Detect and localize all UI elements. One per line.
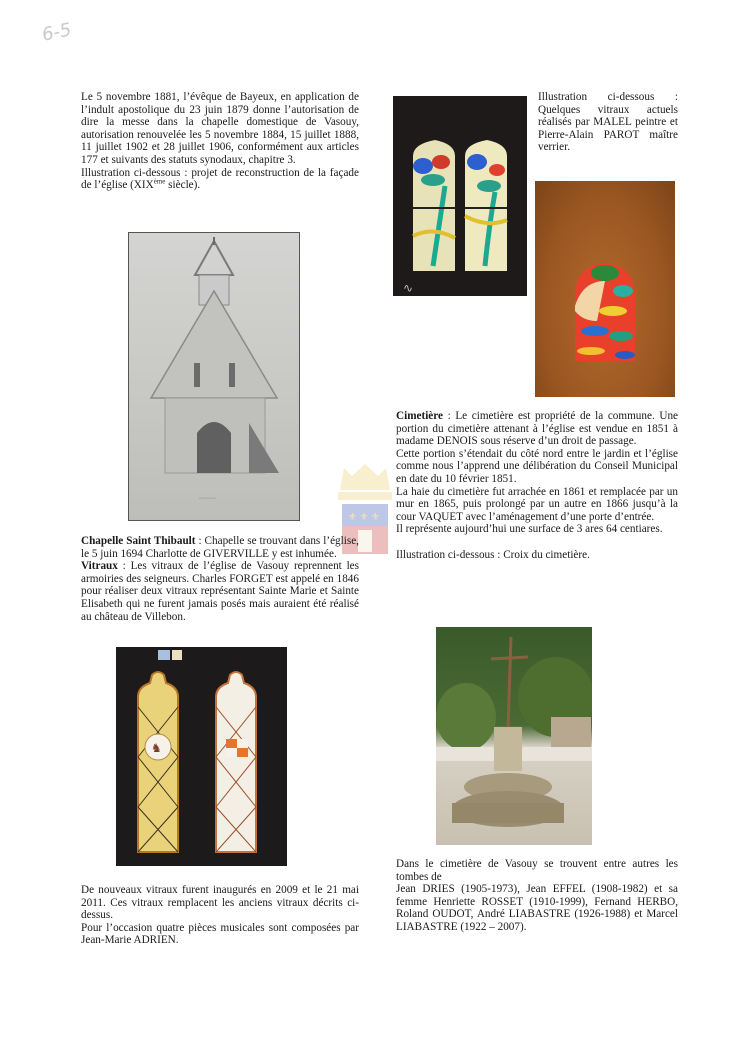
cimetiere-block — [396, 410, 678, 561]
music-paragraph: Pour l’occasion quatre pièces musicales sont composées par Jean-Marie ADRIEN. — [81, 921, 359, 947]
modern-windows-caption: Illustration ci-dessous : Quelques vitraux actuels réalisés par MALEL peintre et Pierre-Alain PAROT maître verrier. — [538, 91, 678, 154]
cemetery-cross-image — [436, 627, 592, 845]
facade-drawing-image — [128, 232, 300, 521]
cimetiere-heading: Cimetière — [396, 410, 444, 422]
modern-window-face-image — [535, 181, 675, 397]
intro-block — [81, 91, 359, 192]
croix-caption: Illustration ci-dessous : Croix du cimetière. — [396, 548, 590, 561]
facade-caption: Illustration ci-dessous : projet de reconstruction de la façade de l’église (XIXème siècle). — [81, 166, 359, 192]
portion-paragraph: Cette portion s’étendait du côté nord entre le jardin et l’église comme nous l’apprend une délibération du Conseil Municipal en date du 10 février 1851. — [396, 447, 678, 485]
chapelle-vitraux-block — [81, 535, 359, 623]
new-windows-paragraph: De nouveaux vitraux furent inaugurés en 2009 et le 21 mai 2011. Ces vitraux remplacent les anciens vitraux décrits ci-dessus. — [81, 884, 359, 922]
modern-window-pair-image — [393, 96, 527, 296]
new-windows-block — [81, 884, 359, 947]
svg-text:~~~~: ~~~~ — [199, 494, 217, 503]
svg-text:⚜ ⚜ ⚜: ⚜ ⚜ ⚜ — [348, 512, 380, 523]
svg-text:∿: ∿ — [403, 281, 414, 295]
cimetiere-paragraph: Cimetière : Le cimetière est propriété de la commune. Une portion du cimetière attenant à l’église est vendue en 1851 à madame DENOIS sous réserve d’un droit de passage. — [396, 410, 678, 448]
vitraux-paragraph: Vitraux : Les vitraux de l’église de Vasouy reprennent les armoiries des seigneurs. Charles FORGET est appelé en 1846 pour réaliser deux vitraux représentant Sainte Marie et Sainte Elisabeth qui ne furent jamais posés mais auraient été réalisé au château de Villebon. — [81, 560, 359, 623]
church-facade-icon — [129, 233, 299, 520]
chapelle-heading: Chapelle Saint Thibault — [81, 535, 196, 547]
chapelle-paragraph: Chapelle Saint Thibault : Chapelle se trouvant dans l’église, le 5 juin 1694 Charlotte de GIVERVILLE y est inhumée. — [81, 535, 359, 560]
old-stained-windows-image — [116, 647, 287, 866]
tombes-list: Jean DRIES (1905-1973), Jean EFFEL (1908-1982) et sa femme Henriette ROSSET (1910-1999), Fernand HERBO, Roland OUDOT, André LIABASTRE (1926-1988) et Marcel LIABASTRE (1922 – 2007). — [396, 883, 678, 933]
surface-paragraph: Il représente aujourd’hui une surface de 3 ares 64 centiares. — [396, 523, 663, 536]
haie-paragraph: La haie du cimetière fut arrachée en 1861 et remplacée par un mur en 1865, puis prolongé par un autre en 1866 jusqu’à la cour VAQUET avec l’aménagement d’une porte d’entrée. — [396, 485, 678, 523]
intro-paragraph: Le 5 novembre 1881, l’évêque de Bayeux, en application de l’indult apostolique du 23 juin 1879 donne l’autorisation de dire la messe dans la chapelle domestique de Vasouy, autorisation renouvelée les 5 novembre 1884, 15 juillet 1888, 11 juillet 1902 et 28 juillet 1906, conformément aux articles 177 et suivants des statuts synodaux, chapitre 3. — [81, 91, 359, 166]
tombes-intro: Dans le cimetière de Vasouy se trouvent entre autres les tombes de — [396, 858, 678, 883]
margin-pencil-note: 6-5 — [40, 19, 74, 46]
svg-text:♞: ♞ — [151, 741, 162, 755]
tombes-block — [396, 858, 678, 934]
spacer — [396, 536, 678, 549]
vitraux-heading: Vitraux — [81, 560, 118, 573]
